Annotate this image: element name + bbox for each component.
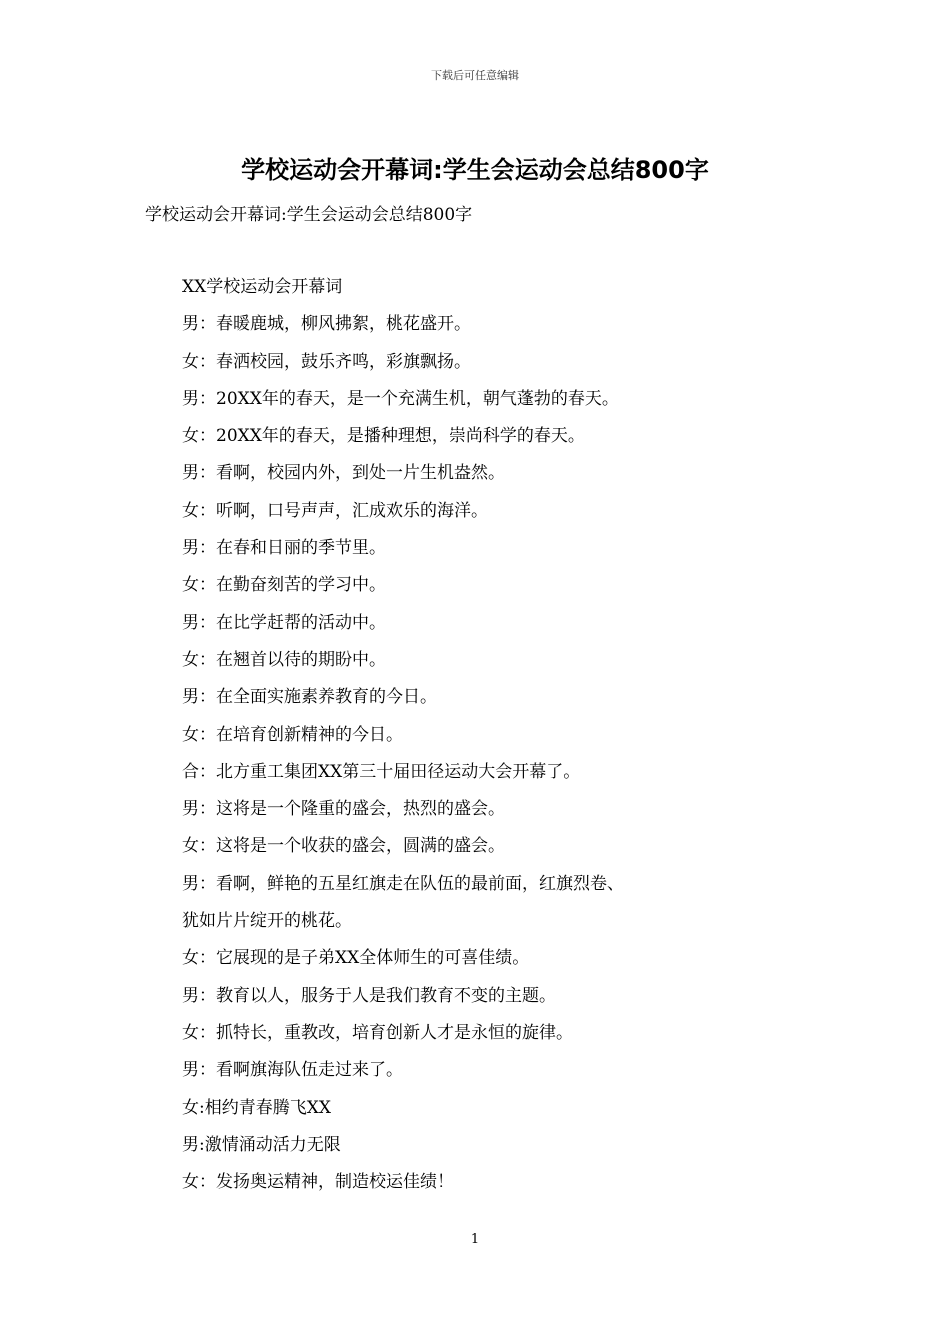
speech-line: 合：北方重工集团XX第三十届田径运动大会开幕了。 [182,761,581,782]
speech-line: 女：20XX年的春天，是播种理想，崇尚科学的春天。 [182,426,585,447]
speech-line: 女：抓特长，重教改，培育创新人才是永恒的旋律。 [182,1022,573,1043]
speech-line: 女：在翘首以待的期盼中。 [182,649,386,670]
speech-lines [182,276,802,1208]
speech-line: 女：发扬奥运精神，制造校运佳绩！ [182,1172,454,1193]
speech-line: 女：它展现的是子弟XX全体师生的可喜佳绩。 [182,948,530,969]
speech-line: XX学校运动会开幕词 [182,277,343,297]
speech-line: 女：这将是一个收获的盛会，圆满的盛会。 [182,836,505,857]
header-note: 下载后可任意编辑 [431,69,519,82]
speech-line: 男：春暖鹿城，柳风拂絮，桃花盛开。 [182,314,471,335]
speech-line: 男：看啊，鲜艳的五星红旗走在队伍的最前面，红旗烈卷、 [182,873,624,894]
speech-line: 男：20XX年的春天，是一个充满生机，朝气蓬勃的春天。 [182,388,619,409]
page-number: 1 [470,1232,480,1247]
speech-line: 女：在勤奋刻苦的学习中。 [182,575,386,596]
speech-line-continuation: 犹如片片绽开的桃花。 [182,911,352,932]
speech-line: 女:相约青春腾飞XX [182,1097,331,1118]
speech-line: 男：教育以人，服务于人是我们教育不变的主题。 [182,985,556,1006]
speech-line: 女：春洒校园，鼓乐齐鸣，彩旗飘扬。 [182,351,471,372]
speech-line: 男：在比学赶帮的活动中。 [182,612,386,633]
speech-line: 男:激情涌动活力无限 [182,1134,341,1155]
document-subtitle: 学校运动会开幕词:学生会运动会总结800字 [145,205,473,225]
speech-line: 男：在春和日丽的季节里。 [182,538,386,559]
speech-line: 男：看啊，校园内外，到处一片生机盎然。 [182,463,505,484]
speech-line: 女：在培育创新精神的今日。 [182,724,403,745]
speech-line: 男：这将是一个隆重的盛会，热烈的盛会。 [182,799,505,820]
document-title: 学校运动会开幕词:学生会运动会总结800字 [241,156,709,184]
speech-line: 男：在全面实施素养教育的今日。 [182,687,437,708]
speech-line: 女：听啊，口号声声，汇成欢乐的海洋。 [182,500,488,521]
speech-line: 男：看啊旗海队伍走过来了。 [182,1060,403,1081]
